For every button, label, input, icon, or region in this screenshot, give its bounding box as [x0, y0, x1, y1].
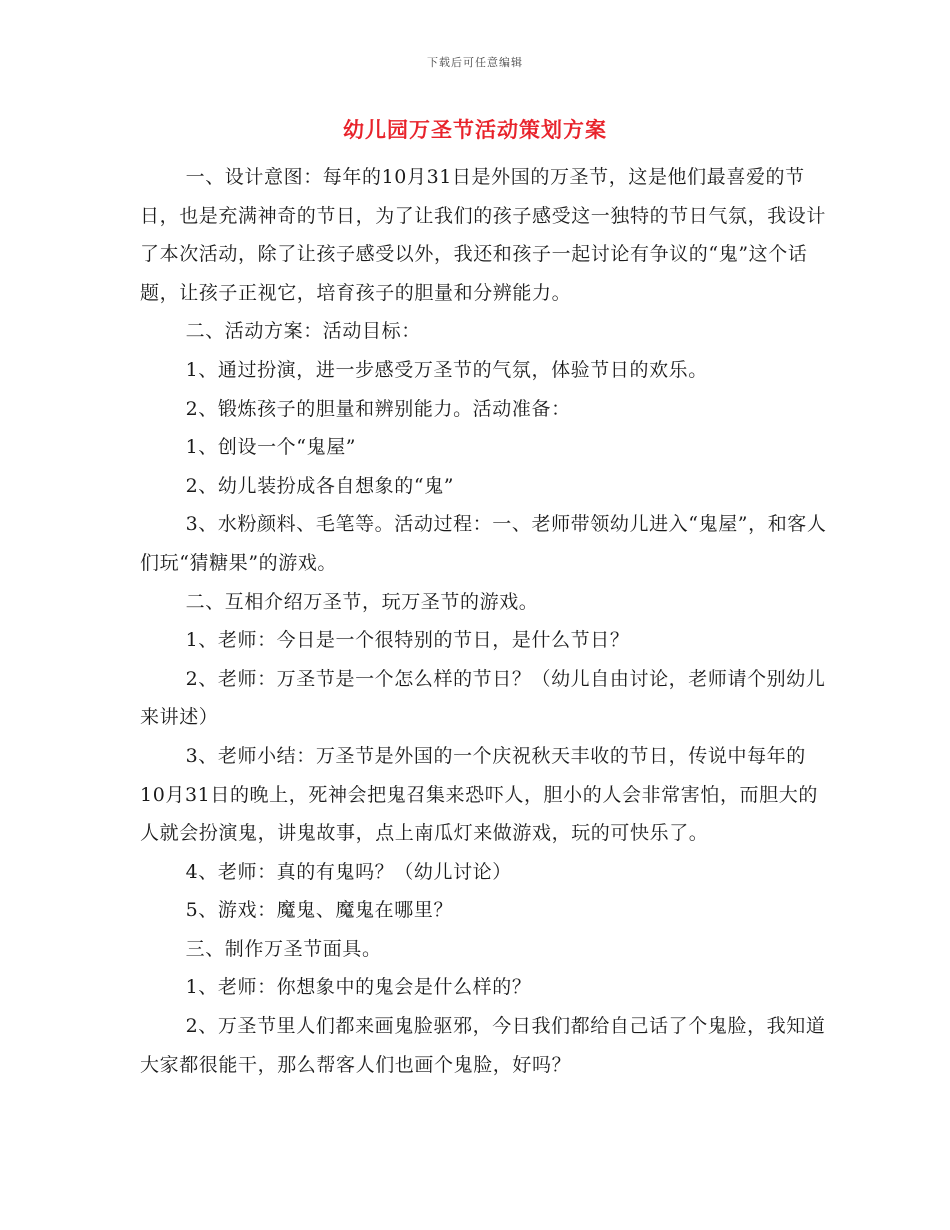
- paragraph-goal-2: 2、锻炼孩子的胆量和辨别能力。活动准备：: [185, 397, 571, 420]
- paragraph-step-2: 二、互相介绍万圣节，玩万圣节的游戏。: [185, 590, 539, 613]
- paragraph-goal-1: 1、通过扮演，进一步感受万圣节的气氛，体验节日的欢乐。: [185, 358, 708, 381]
- paragraph-step-3: 三、制作万圣节面具。: [185, 937, 382, 960]
- header-note: 下载后可任意编辑: [427, 56, 523, 69]
- paragraph-design-intent: 一、设计意图：每年的10月31日是外国的万圣节，这是他们最喜爱的节日，也是充满神奇的节日，为了让我们的孩子感受这一独特的节日气氛，我设计了本次活动，除了让孩子感受以外，我还和孩子一起讨论有争议的“鬼”这个话题，让孩子正视它，培育孩子的胆量和分辨能力。: [140, 166, 827, 304]
- document-title: 幼儿园万圣节活动策划方案: [343, 117, 607, 142]
- paragraph-mask-1: 1、老师：你想象中的鬼会是什么样的？: [185, 976, 532, 999]
- paragraph-teacher-4: 4、老师：真的有鬼吗？（幼儿讨论）: [185, 860, 512, 883]
- paragraph-teacher-2: 2、老师：万圣节是一个怎么样的节日？（幼儿自由讨论，老师请个别幼儿来讲述）: [140, 667, 826, 729]
- paragraph-prep-2: 2、幼儿装扮成各自想象的“鬼”: [185, 474, 455, 497]
- paragraph-plan-heading: 二、活动方案：活动目标：: [185, 320, 421, 343]
- paragraph-teacher-summary: 3、老师小结：万圣节是外国的一个庆祝秋天丰收的节日，传说中每年的10月31日的晚上，死神会把鬼召集来恐吓人，胆小的人会非常害怕，而胆大的人就会扮演鬼，讲鬼故事，点上南瓜灯来做游戏，玩的可快乐了。: [140, 744, 818, 845]
- paragraph-mask-2: 2、万圣节里人们都来画鬼脸驱邪，今日我们都给自己话了个鬼脸，我知道大家都很能干，那么帮客人们也画个鬼脸，好吗？: [140, 1015, 826, 1076]
- paragraph-game: 5、游戏：魔鬼、魔鬼在哪里？: [185, 899, 454, 922]
- document-body: [140, 158, 830, 1084]
- paragraph-prep-3: 3、水粉颜料、毛笔等。活动过程：一、老师带领幼儿进入“鬼屋”，和客人们玩“猜糖果”的游戏。: [140, 513, 827, 574]
- paragraph-prep-1: 1、创设一个“鬼屋”: [185, 436, 357, 459]
- paragraph-teacher-1: 1、老师：今日是一个很特别的节日，是什么节日？: [185, 629, 630, 652]
